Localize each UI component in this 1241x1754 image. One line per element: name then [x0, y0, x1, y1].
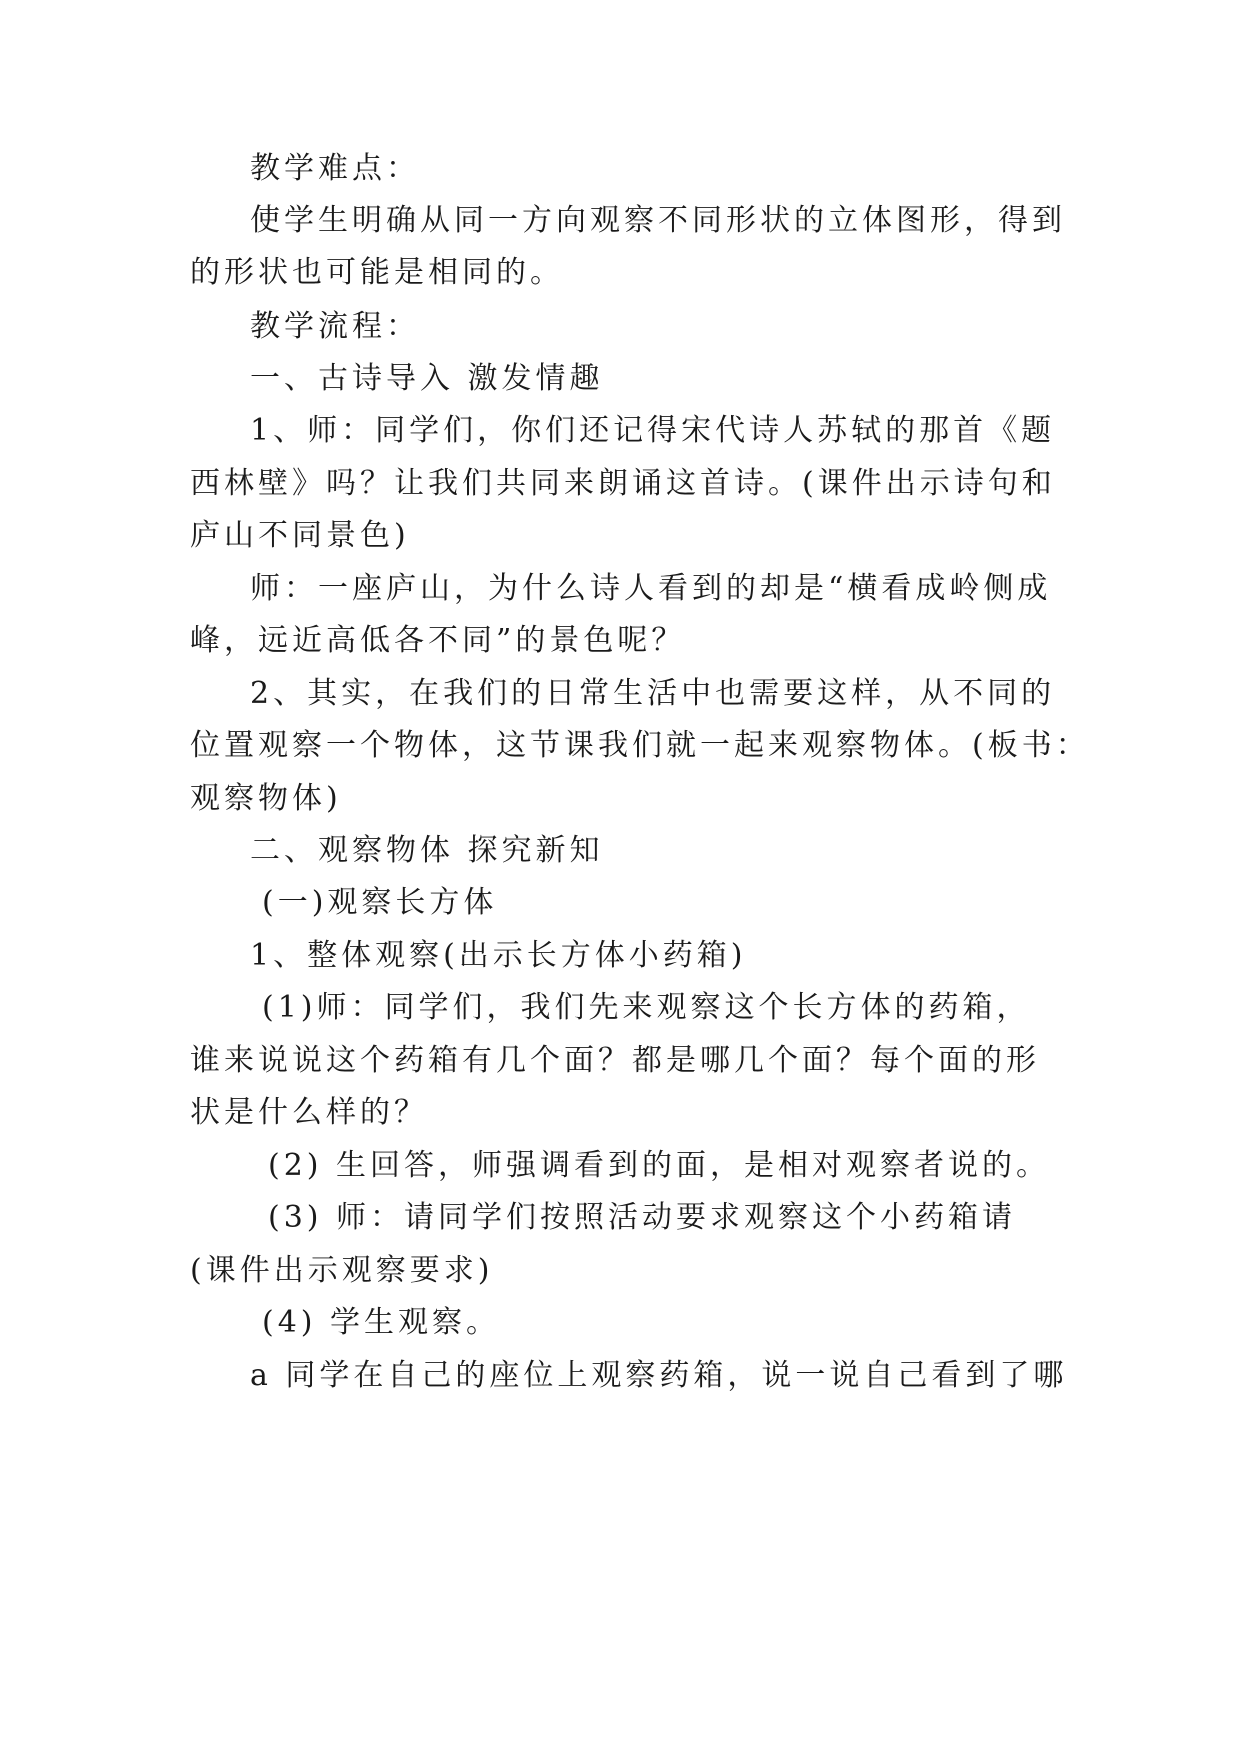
- text-line: (4) 学生观察。: [262, 1305, 501, 1340]
- text-line: (2) 生回答，师强调看到的面，是相对观察者说的。: [268, 1148, 1051, 1183]
- subsection-heading: (一)观察长方体: [262, 885, 498, 920]
- section-heading-1: 一、古诗导入 激发情趣: [250, 361, 604, 396]
- text-line: 1、整体观察(出示长方体小药箱): [250, 938, 747, 973]
- text-line: (课件出示观察要求): [190, 1253, 494, 1288]
- text-line: 谁来说说这个药箱有几个面？都是哪几个面？每个面的形: [190, 1043, 1040, 1078]
- text-line: 1、师：同学们，你们还记得宋代诗人苏轼的那首《题: [250, 413, 1056, 448]
- text-line: 的形状也可能是相同的。: [190, 255, 564, 290]
- text-line: 师：一座庐山，为什么诗人看到的却是“横看成岭侧成: [250, 571, 1052, 606]
- text-line: 观察物体): [190, 781, 342, 816]
- text-line: 峰，远近高低各不同”的景色呢？: [190, 623, 686, 658]
- text-line: 位置观察一个物体，这节课我们就一起来观察物体。(板书：: [190, 728, 1090, 763]
- heading-teaching-process: 教学流程：: [250, 309, 420, 344]
- text-line: 2、其实，在我们的日常生活中也需要这样，从不同的: [250, 676, 1056, 711]
- text-line: 状是什么样的？: [190, 1095, 428, 1130]
- text-line: (3) 师：请同学们按照活动要求观察这个小药箱请: [268, 1200, 1017, 1235]
- text-line: (1)师：同学们，我们先来观察这个长方体的药箱，: [262, 990, 1031, 1025]
- text-line: 西林壁》吗？让我们共同来朗诵这首诗。(课件出示诗句和: [190, 466, 1056, 501]
- text-line: 庐山不同景色): [190, 518, 410, 553]
- text-line: a 同学在自己的座位上观察药箱，说一说自己看到了哪: [250, 1358, 1068, 1393]
- section-heading-2: 二、观察物体 探究新知: [250, 833, 604, 868]
- heading-teaching-difficulty: 教学难点：: [250, 151, 420, 186]
- text-line: 使学生明确从同一方向观察不同形状的立体图形，得到: [250, 203, 1066, 238]
